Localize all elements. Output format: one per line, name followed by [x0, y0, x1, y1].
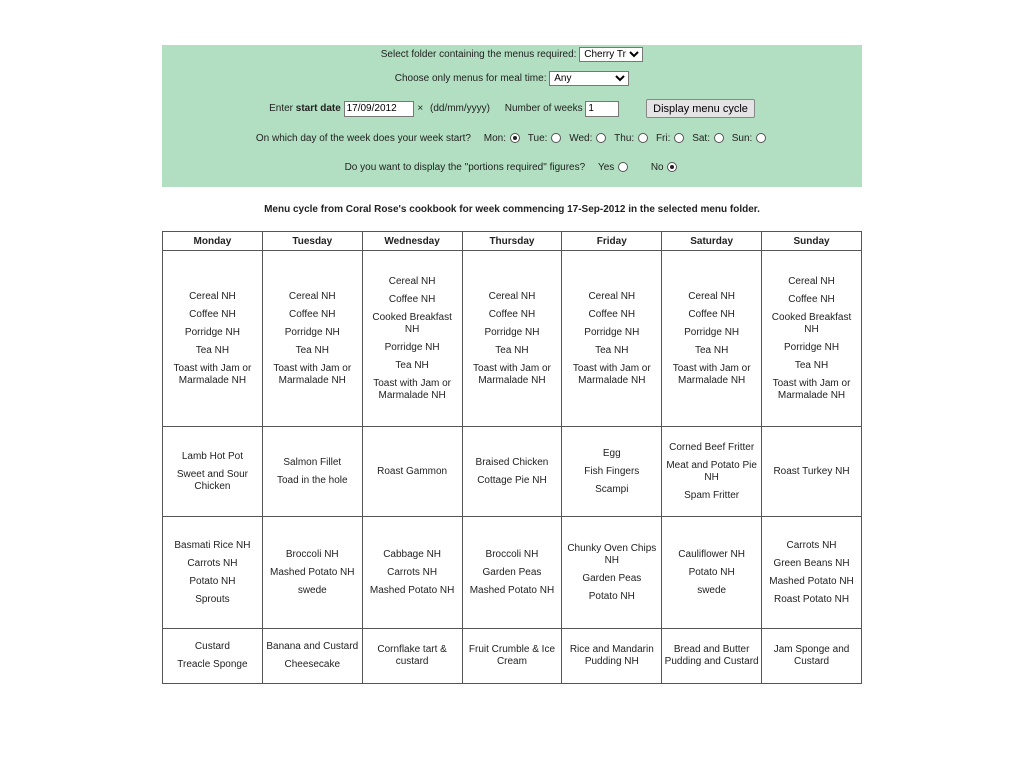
- weekday-label: Sun:: [731, 133, 753, 144]
- menu-item: Porridge NH: [784, 341, 840, 353]
- weekday-label: Fri:: [655, 133, 671, 144]
- menu-item: Tea NH: [794, 359, 829, 371]
- menu-item: Fish Fingers: [584, 465, 640, 477]
- day-header-thursday: Thursday: [462, 232, 562, 251]
- menu-item: Porridge NH: [484, 326, 540, 338]
- menu-cell: [262, 517, 362, 629]
- menu-cell: [562, 517, 662, 629]
- weekday-option-tue[interactable]: [528, 133, 563, 144]
- menu-item: Porridge NH: [684, 326, 740, 338]
- menu-item: Sprouts: [195, 593, 230, 605]
- menu-item: Garden Peas: [582, 572, 642, 584]
- menu-item: Coffee NH: [289, 308, 336, 320]
- menu-item: Potato NH: [588, 590, 635, 602]
- weekday-option-sun[interactable]: [732, 133, 768, 144]
- menu-item: Porridge NH: [184, 326, 240, 338]
- weekday-radio[interactable]: [756, 133, 766, 143]
- weekday-option-mon[interactable]: [484, 133, 522, 144]
- menu-cell: [163, 427, 263, 517]
- menu-cell: [462, 427, 562, 517]
- menu-item: Cottage Pie NH: [477, 474, 547, 486]
- start-date-row: [162, 99, 862, 118]
- weekday-option-thu[interactable]: [614, 133, 650, 144]
- menu-cell: [762, 251, 862, 427]
- date-format-hint: (dd/mm/yyyy): [429, 103, 490, 114]
- menu-item: Tea NH: [295, 344, 329, 356]
- weeks-input[interactable]: [585, 101, 619, 117]
- day-header-friday: Friday: [562, 232, 662, 251]
- menu-item: Custard: [194, 641, 230, 652]
- display-menu-cycle-button[interactable]: Display menu cycle: [646, 99, 755, 118]
- menu-item: Mashed Potato NH: [469, 584, 555, 596]
- week-start-label: On which day of the week does your week start?: [255, 133, 471, 144]
- folder-label: Select folder containing the menus required:: [380, 49, 577, 60]
- weekday-option-wed[interactable]: [569, 133, 608, 144]
- menu-item: Corned Beef Fritter: [669, 441, 755, 453]
- start-date-bold: start date: [295, 103, 341, 114]
- menu-table-body: [163, 251, 862, 684]
- menu-item: Braised Chicken: [475, 456, 549, 468]
- menu-cell: [163, 517, 263, 629]
- menu-item: Coffee NH: [388, 293, 436, 305]
- day-radio-group: [478, 133, 768, 144]
- menu-item: Tea NH: [694, 344, 729, 356]
- menu-item: Toast with Jam or Marmalade NH: [772, 377, 851, 401]
- menu-item: Cauliflower NH: [678, 548, 745, 560]
- menu-cell: [662, 427, 762, 517]
- menu-cell: [262, 427, 362, 517]
- menu-item: Toast with Jam or Marmalade NH: [373, 377, 452, 401]
- menu-item: Toast with Jam or Marmalade NH: [572, 362, 651, 386]
- day-header-saturday: Saturday: [662, 232, 762, 251]
- menu-item: Tea NH: [495, 344, 529, 356]
- portions-label: Do you want to display the "portions required" figures?: [344, 162, 586, 173]
- weekday-radio[interactable]: [596, 133, 606, 143]
- menu-cycle-table: [162, 231, 862, 684]
- menu-options-form: [162, 45, 862, 187]
- menu-item: Treacle Sponge: [177, 659, 248, 670]
- menu-item: Broccoli NH: [485, 548, 539, 560]
- menu-cell: [163, 629, 263, 684]
- menu-item: swede: [297, 584, 327, 596]
- day-header-tuesday: Tuesday: [262, 232, 362, 251]
- menu-item: Cereal NH: [688, 290, 735, 302]
- weekday-option-fri[interactable]: [656, 133, 686, 144]
- menu-item: Cereal NH: [388, 275, 436, 287]
- menu-item: Potato NH: [189, 575, 236, 587]
- menu-item: Cereal NH: [288, 290, 336, 302]
- menu-cell: [662, 517, 762, 629]
- menu-cell: [662, 251, 762, 427]
- menu-item: Toast with Jam or Marmalade NH: [473, 362, 551, 386]
- weekday-label: Mon:: [483, 133, 506, 144]
- menu-cell: [562, 427, 662, 517]
- menu-item: Roast Turkey NH: [773, 465, 850, 477]
- weekday-radio[interactable]: [674, 133, 684, 143]
- weekday-label: Wed:: [569, 133, 593, 144]
- menu-item: Porridge NH: [284, 326, 340, 338]
- menu-item: Spam Fritter: [684, 489, 740, 501]
- menu-item: Cheesecake: [284, 659, 341, 670]
- menu-item: Mashed Potato NH: [769, 575, 854, 587]
- menu-item: Cabbage NH: [383, 548, 442, 560]
- folder-select[interactable]: [579, 47, 643, 62]
- menu-item: Mashed Potato NH: [270, 566, 355, 578]
- menu-item: Bread and Butter Pudding and Custard: [664, 644, 759, 667]
- menu-item: Scampi: [595, 483, 629, 495]
- menu-item: Lamb Hot Pot: [181, 450, 243, 462]
- menu-item: Toad in the hole: [276, 474, 348, 486]
- menu-cell: [262, 629, 362, 684]
- day-header-sunday: Sunday: [762, 232, 862, 251]
- portions-yes-label: Yes: [597, 162, 615, 173]
- menu-item: Carrots NH: [187, 557, 238, 569]
- weekday-label: Thu:: [614, 133, 635, 144]
- menu-item: Fruit Crumble & Ice Cream: [468, 644, 556, 667]
- menu-cell: [762, 629, 862, 684]
- menu-cell: [662, 629, 762, 684]
- menu-item: Roast Potato NH: [774, 593, 850, 605]
- mealtime-row: [162, 71, 862, 86]
- menu-item: Tea NH: [595, 344, 629, 356]
- menu-cell: [562, 251, 662, 427]
- menu-item: Potato NH: [688, 566, 735, 578]
- start-date-input[interactable]: [344, 101, 414, 117]
- menu-item: Toast with Jam or Marmalade NH: [672, 362, 751, 386]
- menu-item: Garden Peas: [482, 566, 542, 578]
- portions-no-label: No: [650, 162, 664, 173]
- menu-cell: [562, 629, 662, 684]
- menu-item: Coffee NH: [688, 308, 735, 320]
- menu-cell: [462, 517, 562, 629]
- weekday-label: Sat:: [692, 133, 710, 144]
- menu-item: Broccoli NH: [285, 548, 339, 560]
- menu-item: Coffee NH: [588, 308, 636, 320]
- portions-no-radio[interactable]: [667, 162, 677, 172]
- menu-item: Meat and Potato Pie NH: [666, 459, 757, 483]
- weekday-radio[interactable]: [714, 133, 724, 143]
- portions-yes-option[interactable]: [598, 162, 630, 173]
- menu-item: Tea NH: [395, 359, 429, 371]
- menu-item: Porridge NH: [584, 326, 640, 338]
- menu-item: Toast with Jam or Marmalade NH: [273, 362, 352, 386]
- menu-item: Coffee NH: [488, 308, 536, 320]
- weeks-label: Number of weeks: [504, 103, 583, 114]
- menu-cell: [362, 517, 462, 629]
- menu-item: Porridge NH: [384, 341, 440, 353]
- menu-cell: [362, 427, 462, 517]
- menu-item: Green Beans NH: [773, 557, 850, 569]
- weekday-radio[interactable]: [638, 133, 648, 143]
- meal-row: [163, 517, 862, 629]
- menu-item: Tea NH: [195, 344, 230, 356]
- menu-item: Cereal NH: [189, 290, 236, 302]
- menu-item: Chunky Oven Chips NH: [567, 542, 657, 566]
- portions-yes-radio[interactable]: [618, 162, 628, 172]
- weekday-radio[interactable]: [551, 133, 561, 143]
- menu-cell: [462, 629, 562, 684]
- menu-item: Cooked Breakfast NH: [372, 311, 452, 335]
- menu-cell: [262, 251, 362, 427]
- menu-item: Jam Sponge and Custard: [773, 644, 850, 667]
- menu-item: Cereal NH: [488, 290, 536, 302]
- menu-item: Mashed Potato NH: [369, 584, 455, 596]
- portions-row: [162, 162, 862, 173]
- menu-item: Cereal NH: [588, 290, 636, 302]
- menu-cell: [163, 251, 263, 427]
- menu-cell: [762, 427, 862, 517]
- menu-cell: [462, 251, 562, 427]
- menu-item: swede: [697, 584, 727, 596]
- weekday-radio[interactable]: [510, 133, 520, 143]
- menu-cell: [362, 251, 462, 427]
- week-start-row: [162, 133, 862, 144]
- start-date-prefix: Enter: [269, 103, 296, 114]
- menu-item: Rice and Mandarin Pudding NH: [569, 644, 654, 667]
- menu-cell: [762, 517, 862, 629]
- menu-cycle-caption: Menu cycle from Coral Rose's cookbook for week commencing 17-Sep-2012 in the selected menu folder.: [264, 204, 760, 215]
- clear-date-icon[interactable]: ×: [417, 103, 424, 114]
- menu-item: Roast Gammon: [377, 465, 448, 477]
- mealtime-select[interactable]: [549, 71, 629, 86]
- menu-item: Banana and Custard: [266, 641, 359, 652]
- menu-item: Basmati Rice NH: [174, 539, 251, 551]
- header-row: [163, 232, 862, 251]
- menu-item: Carrots NH: [387, 566, 438, 578]
- menu-item: Cooked Breakfast NH: [771, 311, 852, 335]
- weekday-option-sat[interactable]: [692, 133, 726, 144]
- day-header-wednesday: Wednesday: [362, 232, 462, 251]
- day-header-monday: Monday: [163, 232, 263, 251]
- folder-row: [162, 47, 862, 62]
- menu-item: Cornflake tart & custard: [377, 644, 447, 667]
- menu-item: Cereal NH: [788, 275, 835, 287]
- menu-item: Sweet and Sour Chicken: [176, 468, 248, 492]
- menu-cell: [362, 629, 462, 684]
- portions-no-option[interactable]: [651, 162, 680, 173]
- menu-item: Salmon Fillet: [283, 456, 342, 468]
- meal-row: [163, 427, 862, 517]
- start-date-label: [269, 103, 341, 114]
- menu-item: Toast with Jam or Marmalade NH: [173, 362, 252, 386]
- weekday-label: Tue:: [527, 133, 548, 144]
- menu-item: Carrots NH: [786, 539, 837, 551]
- menu-item: Coffee NH: [788, 293, 835, 305]
- menu-item: Coffee NH: [189, 308, 236, 320]
- mealtime-label: Choose only menus for meal time:: [394, 73, 547, 84]
- meal-row: [163, 629, 862, 684]
- menu-item: Egg: [602, 447, 621, 459]
- meal-row: [163, 251, 862, 427]
